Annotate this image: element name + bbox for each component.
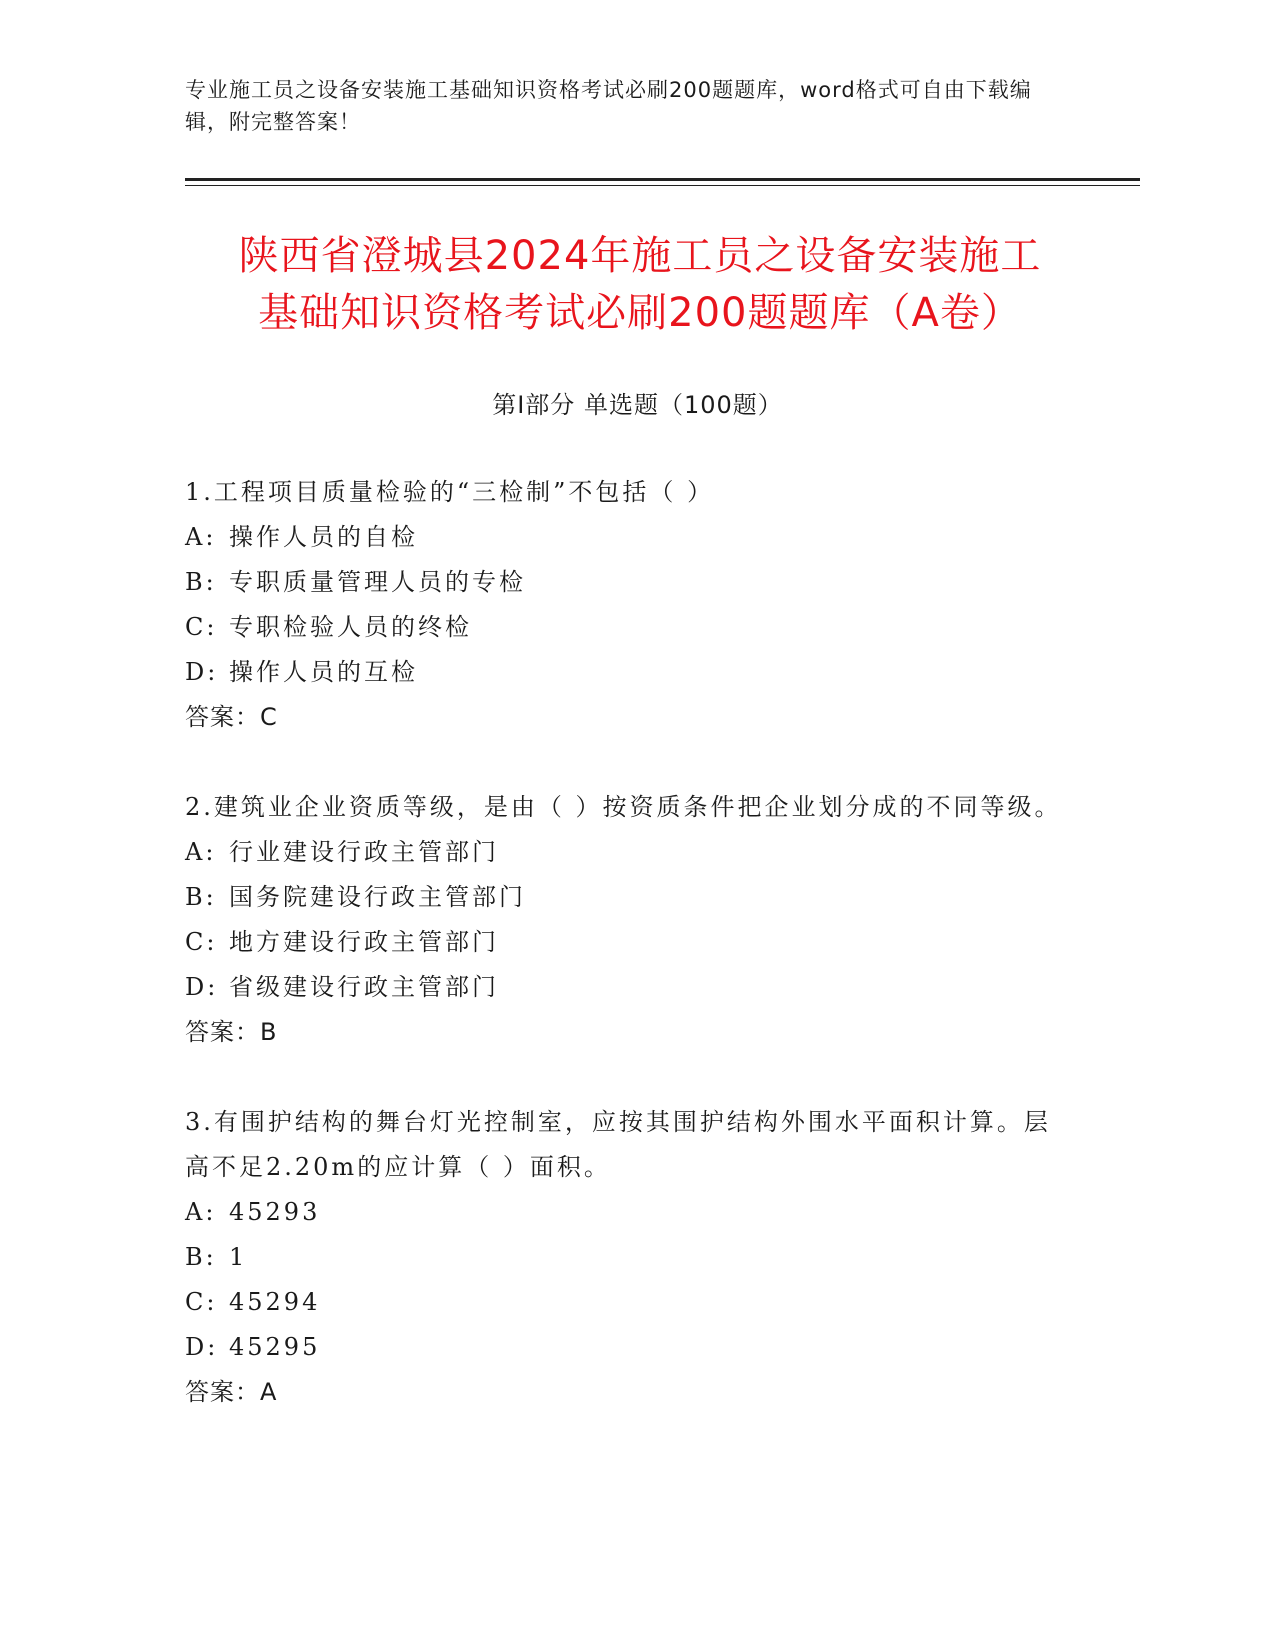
answer-line: 答案：C (185, 703, 278, 731)
option-d (185, 650, 1065, 695)
option-c (185, 605, 1065, 650)
option-text: 45293 (229, 1198, 321, 1226)
option-letter: A: (185, 523, 217, 551)
title-line-1: 陕西省澄城县2024年施工员之设备安装施工 (238, 233, 1042, 279)
option-c (185, 1280, 1065, 1325)
answer-line: 答案：B (185, 1018, 278, 1046)
option-a (185, 830, 1065, 875)
option-text: 45295 (229, 1333, 321, 1361)
option-text: 省级建设行政主管部门 (229, 973, 499, 1001)
header-divider-thin (185, 185, 1140, 186)
option-text: 地方建设行政主管部门 (229, 928, 499, 956)
option-letter: A: (185, 1198, 217, 1226)
option-d (185, 965, 1065, 1010)
section-heading: 第Ⅰ部分 单选题（100题） (492, 391, 783, 419)
option-letter: B: (185, 1243, 217, 1271)
option-letter: B: (185, 883, 217, 911)
option-text: 1 (229, 1243, 248, 1271)
option-letter: C: (185, 613, 218, 641)
option-d (185, 1325, 1065, 1370)
option-letter: B: (185, 568, 217, 596)
title-line-2: 基础知识资格考试必刷200题题库（A卷） (258, 290, 1022, 336)
option-c (185, 920, 1065, 965)
option-text: 行业建设行政主管部门 (229, 838, 499, 866)
question-stem: 3.有围护结构的舞台灯光控制室，应按其围护结构外围水平面积计算。层高不足2.20m的应计算（ ）面积。 (185, 1108, 1051, 1181)
option-letter: C: (185, 928, 218, 956)
option-letter: D: (185, 658, 219, 686)
question-1 (185, 470, 1065, 740)
option-b (185, 1235, 1065, 1280)
option-text: 国务院建设行政主管部门 (229, 883, 526, 911)
question-2 (185, 785, 1065, 1055)
option-text: 操作人员的互检 (229, 658, 418, 686)
option-letter: C: (185, 1288, 218, 1316)
option-text: 45294 (229, 1288, 321, 1316)
option-b (185, 560, 1065, 605)
option-a (185, 515, 1065, 560)
answer-line: 答案：A (185, 1378, 278, 1406)
header-divider-thick (185, 178, 1140, 181)
option-text: 专职检验人员的终检 (229, 613, 472, 641)
page-header-note: 专业施工员之设备安装施工基础知识资格考试必刷200题题库，word格式可自由下载编辑，附完整答案！ (185, 78, 1032, 134)
option-b (185, 875, 1065, 920)
question-list (185, 470, 1065, 1460)
option-letter: D: (185, 973, 219, 1001)
option-letter: A: (185, 838, 217, 866)
question-stem: 1.工程项目质量检验的“三检制”不包括（ ） (185, 478, 715, 506)
document-title (180, 228, 1100, 342)
option-a (185, 1190, 1065, 1235)
option-letter: D: (185, 1333, 219, 1361)
question-stem: 2.建筑业企业资质等级，是由（ ）按资质条件把企业划分成的不同等级。 (185, 793, 1062, 821)
question-3 (185, 1100, 1065, 1415)
option-text: 操作人员的自检 (229, 523, 418, 551)
option-text: 专职质量管理人员的专检 (229, 568, 526, 596)
